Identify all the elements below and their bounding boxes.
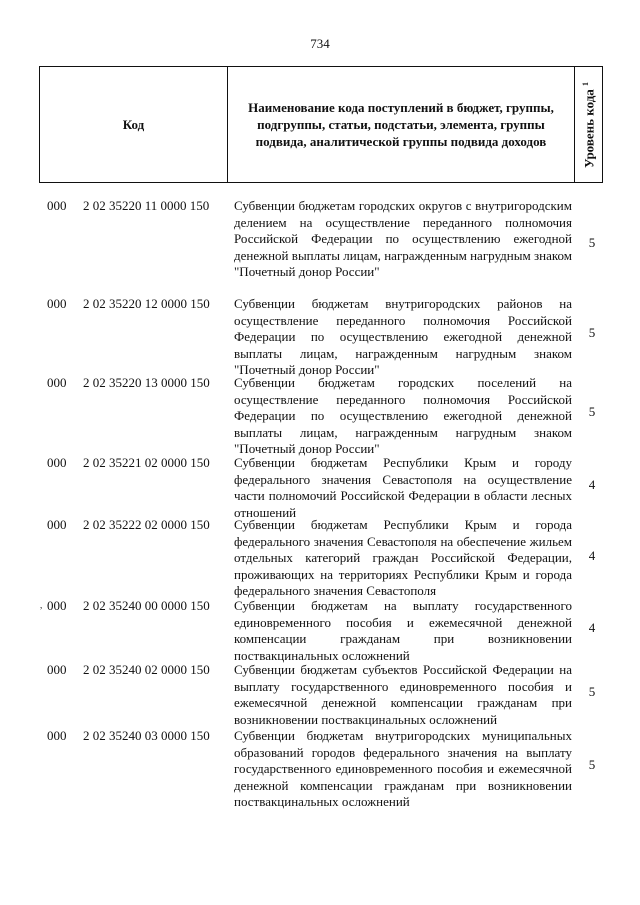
row-level: 4: [588, 477, 596, 492]
row-name: Субвенции бюджетам Республики Крым и городу федерального значения Севастополя на осуществление части полномочий Российской Федерации в области лесных отношений: [234, 455, 572, 520]
row-code: 2 02 35220 12 0000 150: [83, 296, 210, 311]
row-prefix: 000: [47, 198, 67, 213]
row-prefix: 000: [47, 662, 67, 677]
header-name: Наименование кода поступлений в бюджет, группы, подгруппы, статьи, подстатьи, элемента, группы подвида, аналитической группы подвида доходов: [228, 67, 575, 182]
page-number: 734: [310, 36, 330, 51]
row-name: Субвенции бюджетам на выплату государственного единовременного пособия и ежемесячной денежной компенсации гражданам при возникновении поствакцинальных осложнений: [234, 598, 572, 663]
row-name: Субвенции бюджетам городских округов с внутригородским делением на осуществление переданного полномочия Российской Федерации по осуществлению ежегодной денежной выплаты лицам, награжденным нагрудным знаком "Почетный донор России": [234, 198, 572, 279]
row-prefix: 000: [47, 598, 67, 613]
header-level-footnote: 1: [580, 81, 590, 86]
row-level: 5: [588, 235, 596, 250]
row-level: 5: [588, 325, 596, 340]
header-code: Код: [40, 67, 228, 182]
row-name: Субвенции бюджетам субъектов Российской Федерации на выплату государственного единовременного пособия и ежемесячной денежной компенсации гражданам при возникновении поствакцинальных осложнений: [234, 662, 572, 727]
row-code: 2 02 35240 03 0000 150: [83, 728, 210, 743]
row-code: 2 02 35220 11 0000 150: [83, 198, 210, 213]
row-code: 2 02 35220 13 0000 150: [83, 375, 210, 390]
row-level: 4: [588, 620, 596, 635]
row-level: 5: [588, 684, 596, 699]
row-prefix: 000: [47, 375, 67, 390]
scan-mark: ,: [40, 600, 43, 610]
row-name: Субвенции бюджетам городских поселений на осуществление переданного полномочия Российской Федерации по осуществлению ежегодной денежной выплаты лицам, награжденным нагрудным знаком "Почетный донор России": [234, 375, 572, 456]
row-level: 5: [588, 404, 596, 419]
row-prefix: 000: [47, 728, 67, 743]
table-header: [39, 66, 603, 183]
row-code: 2 02 35222 02 0000 150: [83, 517, 210, 532]
row-name: Субвенции бюджетам внутригородских муниципальных образований городов федерального значения на выплату государственного единовременного пособия и ежемесячной денежной компенсации гражданам при возникновении поствакцинальных осложнений: [234, 728, 572, 809]
row-code: 2 02 35221 02 0000 150: [83, 455, 210, 470]
row-prefix: 000: [47, 296, 67, 311]
header-level-text: [580, 81, 597, 167]
row-code: 2 02 35240 00 0000 150: [83, 598, 210, 613]
row-name: Субвенции бюджетам Республики Крым и города федерального значения Севастополя на обеспечение жильем отдельных категорий граждан Российской Федерации, проживающих на территориях Республики Крым и города федерального значения Севастополя: [234, 517, 572, 598]
header-level-label: Уровень кода: [580, 88, 596, 168]
row-name: Субвенции бюджетам внутригородских районов на осуществление переданного полномочия Российской Федерации по осуществлению ежегодной денежной выплаты лицам, награжденным нагрудным знаком "Почетный донор России": [234, 296, 572, 377]
row-level: 4: [588, 548, 596, 563]
row-prefix: 000: [47, 455, 67, 470]
row-level: 5: [588, 757, 596, 772]
header-level: [575, 67, 602, 182]
row-code: 2 02 35240 02 0000 150: [83, 662, 210, 677]
row-prefix: 000: [47, 517, 67, 532]
